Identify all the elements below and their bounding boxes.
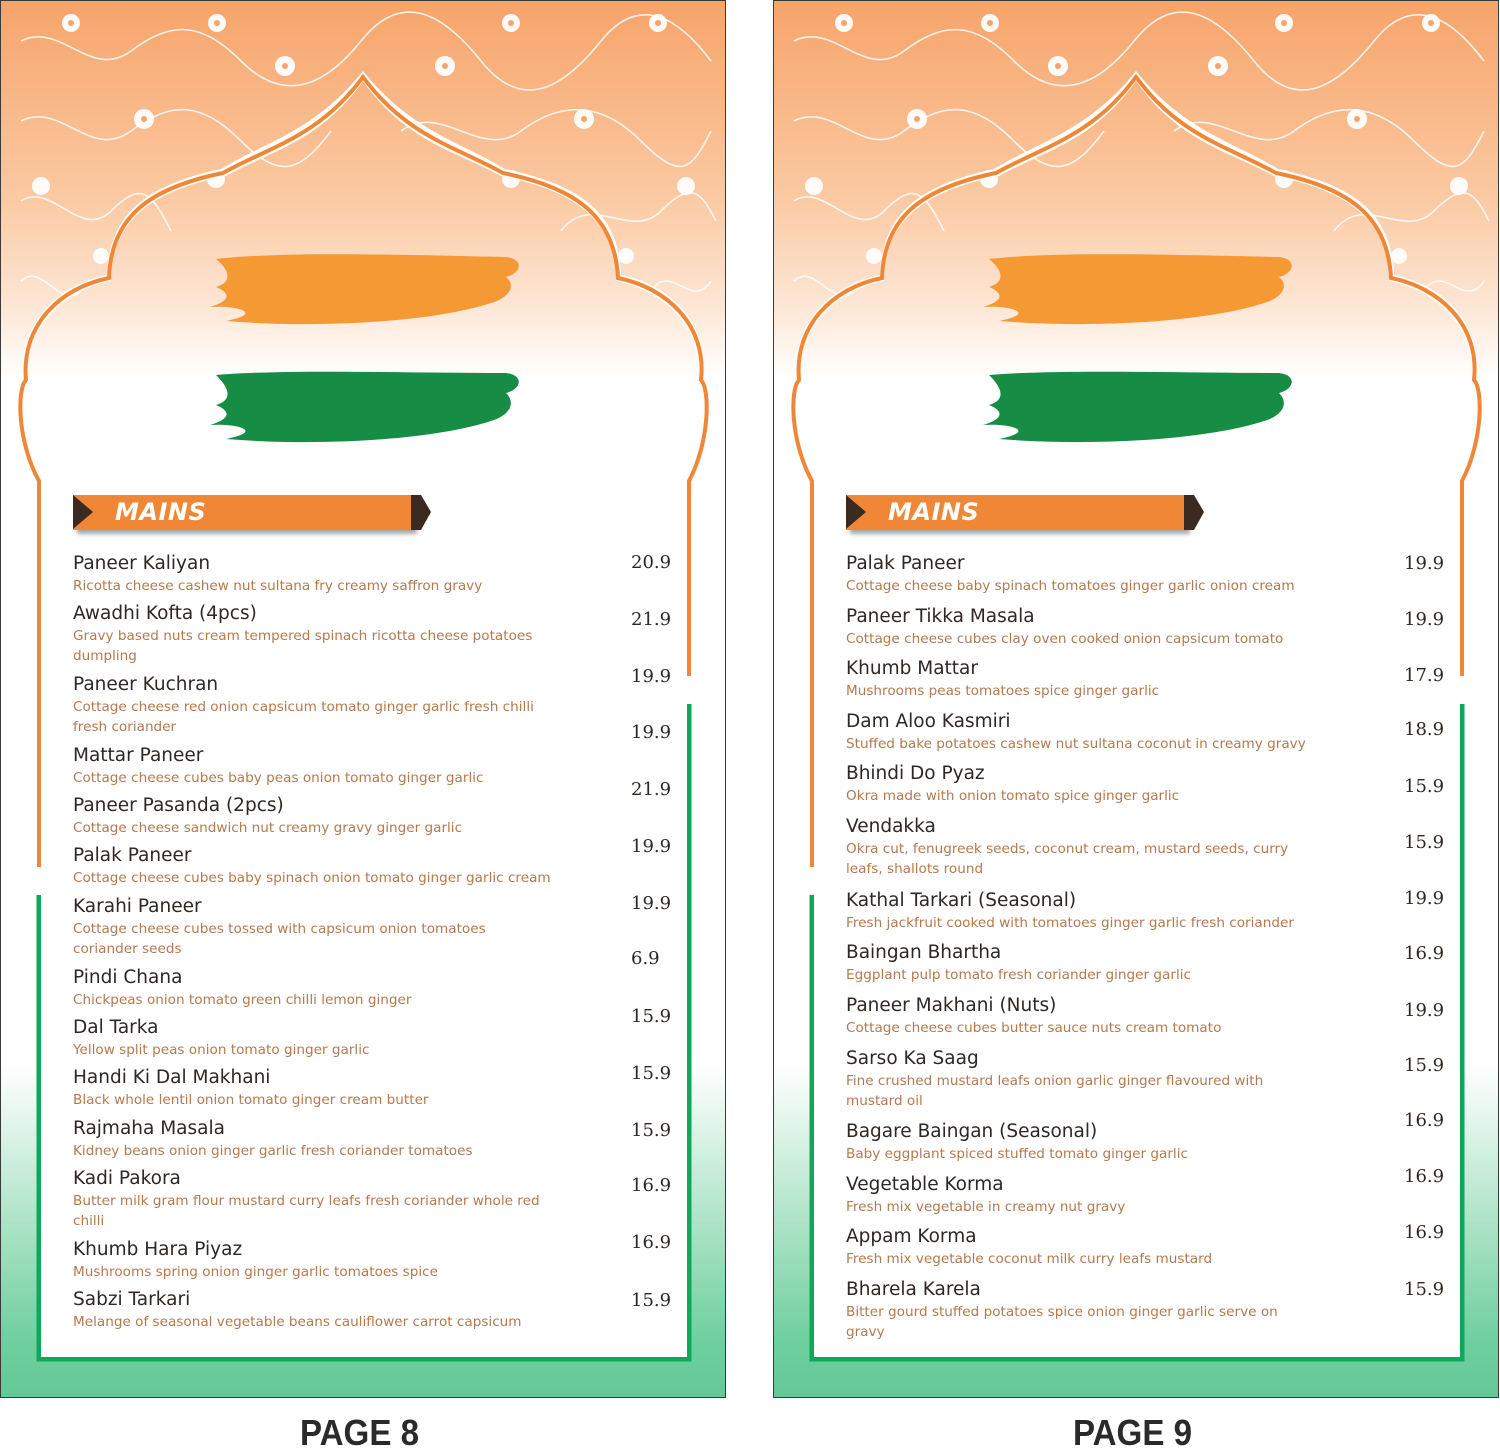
item-name: Paneer Kaliyan — [73, 553, 211, 574]
menu-item — [846, 551, 1366, 596]
menu-item — [73, 1015, 563, 1060]
item-price: 15.9 — [631, 1290, 672, 1311]
item-price: 19.9 — [631, 893, 672, 914]
item-description: Fresh jackfruit cooked with tomatoes ginger garlic fresh coriander — [846, 915, 1294, 931]
menu-item — [73, 843, 593, 888]
menu-item — [846, 993, 1336, 1038]
page-label-8: PAGE 8 — [300, 1412, 420, 1453]
item-price: 16.9 — [631, 1232, 672, 1253]
item-name: Pindi Chana — [73, 967, 183, 988]
item-name: Vendakka — [846, 816, 936, 837]
page-label-9: PAGE 9 — [1073, 1412, 1193, 1453]
item-name: Dal Tarka — [73, 1017, 159, 1038]
item-price: 15.9 — [631, 1063, 672, 1084]
item-price: 19.9 — [1404, 609, 1445, 630]
item-description: Bitter gourd stuffed potatoes spice onion ginger garlic serve on gravy — [846, 1304, 1278, 1340]
item-description: Okra made with onion tomato spice ginger garlic — [846, 788, 1180, 804]
menu-page-8 — [0, 0, 726, 1398]
menu-item — [73, 1237, 563, 1282]
item-price: 19.9 — [631, 836, 672, 857]
item-description: Cottage cheese cubes baby peas onion tomato ginger garlic — [73, 770, 484, 786]
item-description: Mushrooms spring onion ginger garlic tomatoes spice — [73, 1264, 438, 1280]
item-name: Bharela Karela — [846, 1279, 981, 1300]
item-description: Melange of seasonal vegetable beans cauliflower carrot capsicum — [73, 1314, 522, 1330]
item-description: Stuffed bake potatoes cashew nut sultana coconut in creamy gravy — [846, 736, 1306, 752]
item-description: Cottage cheese cubes baby spinach onion tomato ginger garlic cream — [73, 870, 551, 886]
item-name: Dam Aloo Kasmiri — [846, 711, 1011, 732]
item-description: Cottage cheese cubes clay oven cooked onion capsicum tomato — [846, 631, 1284, 647]
item-description: Cottage cheese cubes butter sauce nuts cream tomato — [846, 1020, 1222, 1036]
item-price: 6.9 — [631, 948, 660, 969]
item-description: Black whole lentil onion tomato ginger cream butter — [73, 1092, 429, 1108]
item-name: Palak Paneer — [73, 845, 192, 866]
item-name: Bhindi Do Pyaz — [846, 763, 985, 784]
menu-page-9 — [773, 0, 1499, 1398]
item-price: 21.9 — [631, 609, 672, 630]
item-price: 19.9 — [1404, 888, 1445, 909]
item-price: 15.9 — [1404, 776, 1445, 797]
item-price: 18.9 — [1404, 719, 1445, 740]
item-name: Paneer Kuchran — [73, 674, 219, 695]
section-banner — [846, 495, 1206, 535]
menu-item — [846, 604, 1366, 649]
menu-item — [73, 894, 513, 959]
item-price: 16.9 — [1404, 1110, 1445, 1131]
section-title: MAINS — [115, 498, 207, 526]
menu-item — [73, 1166, 563, 1231]
item-name: Khumb Mattar — [846, 658, 978, 679]
item-price: 15.9 — [1404, 1055, 1445, 1076]
item-name: Vegetable Korma — [846, 1174, 1004, 1195]
item-price: 19.9 — [631, 722, 672, 743]
banner-arrow-icon — [846, 495, 866, 529]
item-description: Eggplant pulp tomato fresh coriander ginger garlic — [846, 967, 1191, 983]
section-banner — [73, 495, 433, 535]
item-name: Bagare Baingan (Seasonal) — [846, 1121, 1098, 1142]
item-price: 15.9 — [1404, 1279, 1445, 1300]
item-description: Chickpeas onion tomato green chilli lemon ginger — [73, 992, 412, 1008]
menu-item — [846, 709, 1386, 754]
menu-item — [846, 888, 1386, 933]
item-price: 19.9 — [1404, 1000, 1445, 1021]
menu-item — [73, 1116, 563, 1161]
item-name: Appam Korma — [846, 1226, 977, 1247]
item-description: Kidney beans onion ginger garlic fresh coriander tomatoes — [73, 1143, 473, 1159]
menu-item — [846, 1046, 1306, 1111]
item-price: 16.9 — [1404, 943, 1445, 964]
menu-item — [73, 793, 563, 838]
item-name: Palak Paneer — [846, 553, 965, 574]
menu-item — [846, 656, 1336, 701]
item-description: Yellow split peas onion tomato ginger garlic — [73, 1042, 370, 1058]
item-price: 19.9 — [631, 666, 672, 687]
item-description: Cottage cheese baby spinach tomatoes ginger garlic onion cream — [846, 578, 1295, 594]
menu-item — [73, 601, 563, 666]
menu-item — [73, 743, 563, 788]
menu-item — [846, 1119, 1336, 1164]
menu-item — [73, 551, 563, 596]
item-price: 15.9 — [631, 1120, 672, 1141]
item-name: Karahi Paneer — [73, 896, 202, 917]
item-price: 16.9 — [631, 1175, 672, 1196]
item-description: Mushrooms peas tomatoes spice ginger garlic — [846, 683, 1160, 699]
menu-item — [73, 965, 563, 1010]
item-name: Khumb Hara Piyaz — [73, 1239, 243, 1260]
item-description: Baby eggplant spiced stuffed tomato ginger garlic — [846, 1146, 1188, 1162]
item-price: 15.9 — [631, 1006, 672, 1027]
item-description: Cottage cheese sandwich nut creamy gravy ginger garlic — [73, 820, 463, 836]
saffron-brush-stroke — [979, 247, 1297, 329]
menu-item — [73, 672, 563, 737]
item-description: Fresh mix vegetable coconut milk curry leafs mustard — [846, 1251, 1213, 1267]
menu-item — [846, 940, 1336, 985]
item-description: Cottage cheese cubes tossed with capsicum onion tomatoes coriander seeds — [73, 921, 486, 957]
item-price: 15.9 — [1404, 832, 1445, 853]
menu-item — [846, 1224, 1336, 1269]
saffron-brush-stroke — [206, 247, 524, 329]
item-price: 21.9 — [631, 779, 672, 800]
menu-item — [73, 1287, 563, 1332]
item-price: 16.9 — [1404, 1222, 1445, 1243]
menu-item — [846, 814, 1316, 879]
item-price: 20.9 — [631, 552, 672, 573]
item-description: Gravy based nuts cream tempered spinach ricotta cheese potatoes dumpling — [73, 628, 533, 664]
item-name: Kadi Pakora — [73, 1168, 181, 1189]
item-name: Sabzi Tarkari — [73, 1289, 191, 1310]
item-name: Mattar Paneer — [73, 745, 204, 766]
item-description: Fresh mix vegetable in creamy nut gravy — [846, 1199, 1126, 1215]
menu-item — [846, 1277, 1316, 1342]
menu-item — [73, 1065, 563, 1110]
item-price: 17.9 — [1404, 665, 1445, 686]
item-name: Awadhi Kofta (4pcs) — [73, 603, 257, 624]
green-brush-stroke — [206, 363, 524, 447]
item-name: Paneer Tikka Masala — [846, 606, 1035, 627]
item-description: Butter milk gram flour mustard curry leafs fresh coriander whole red chilli — [73, 1193, 540, 1229]
item-description: Fine crushed mustard leafs onion garlic ginger flavoured with mustard oil — [846, 1073, 1264, 1109]
item-name: Paneer Pasanda (2pcs) — [73, 795, 284, 816]
item-name: Paneer Makhani (Nuts) — [846, 995, 1057, 1016]
green-brush-stroke — [979, 363, 1297, 447]
item-name: Baingan Bhartha — [846, 942, 1002, 963]
menu-item — [846, 1172, 1336, 1217]
item-description: Cottage cheese red onion capsicum tomato ginger garlic fresh chilli fresh coriander — [73, 699, 534, 735]
item-name: Handi Ki Dal Makhani — [73, 1067, 271, 1088]
menu-item — [846, 761, 1336, 806]
banner-arrow-icon — [73, 495, 93, 529]
item-name: Kathal Tarkari (Seasonal) — [846, 890, 1077, 911]
item-price: 19.9 — [1404, 553, 1445, 574]
item-description: Okra cut, fenugreek seeds, coconut cream, mustard seeds, curry leafs, shallots round — [846, 841, 1289, 877]
item-name: Rajmaha Masala — [73, 1118, 225, 1139]
item-name: Sarso Ka Saag — [846, 1048, 979, 1069]
section-title: MAINS — [888, 498, 980, 526]
item-price: 16.9 — [1404, 1166, 1445, 1187]
item-description: Ricotta cheese cashew nut sultana fry creamy saffron gravy — [73, 578, 483, 594]
